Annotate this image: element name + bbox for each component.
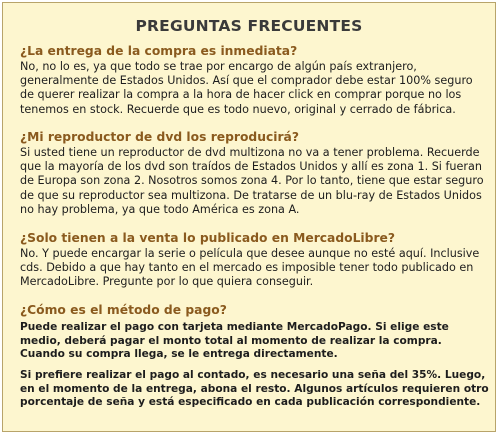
faq-answer-1: No, no lo es, ya que todo se trae por encargo de algún país extranjero, generalmente de Estados Unidos. Así que el comprador debe estar 100% seguro de querer realizar la compra a la hora de hacer click en comprar porque no los tenemos en stock. Recuerde que es todo nuevo, original y cerrado de fábrica. <box>20 60 473 116</box>
faq-question-4: ¿Cómo es el método de pago? <box>20 303 227 317</box>
faq-answer-4-paragraph-2: Si prefiere realizar el pago al contado, es necesario una seña del 35%. Luego, en el momento de la entrega, abona el resto. Algunos artículos requieren otro porcentaje de seña y está especificado en cada publicación correspondiente. <box>20 369 489 409</box>
faq-question-3: ¿Solo tienen a la venta lo publicado en MercadoLibre? <box>20 231 395 245</box>
faq-question-1: ¿La entrega de la compra es inmediata? <box>20 44 298 58</box>
faq-question-2: ¿Mi reproductor de dvd los reproducirá? <box>20 130 299 144</box>
faq-title: PREGUNTAS FRECUENTES <box>135 17 363 35</box>
faq-answer-4-paragraph-1: Puede realizar el pago con tarjeta mediante MercadoPago. Si elige este medio, deberá pagar el monto total al momento de realizar la compra. Cuando su compra llega, se le entrega directamente. <box>20 321 449 361</box>
faq-answer-2: Si usted tiene un reproductor de dvd multizona no va a tener problema. Recuerde que la mayoría de los dvd son traídos de Estados Unidos y allí es zona 1. Si fueran de Europa son zona 2. Nosotros somos zona 4. Por lo tanto, tiene que estar seguro de que su reproductor sea multizona. De tratarse de un blu-ray de Estados Unidos no hay problema, ya que todo América es zona A. <box>20 146 484 216</box>
faq-panel <box>2 2 496 432</box>
faq-answer-3: No. Y puede encargar la serie o película que desee aunque no esté aquí. Inclusive cds. Debido a que hay tanto en el mercado es imposible tener todo publicado en MercadoLibre. Pregunte por lo que quiera conseguir. <box>20 247 480 289</box>
